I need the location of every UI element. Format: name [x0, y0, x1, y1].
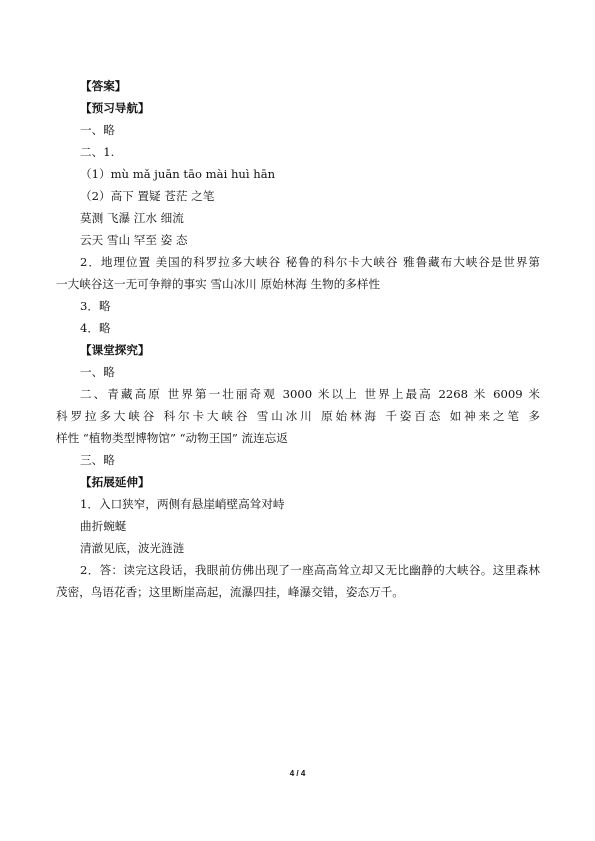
preview-words-line-1: （2）高下 置疑 苍茫 之笔: [80, 189, 215, 203]
extend-heading: 【拓展延伸】: [80, 475, 150, 489]
preview-item-2-2-line-2: 一大峡谷这一无可争辩的事实 雪山冰川 原始林海 生物的多样性: [56, 277, 381, 291]
preview-item-2-2-line-1: 2．地理位置 美国的科罗拉多大峡谷 秘鲁的科尔卡大峡谷 雅鲁藏布大峡谷是世界第: [80, 255, 540, 269]
extend-item-2-line-2: 茂密，鸟语花香；这里断崖高起，流瀑四挂，峰瀑交错，姿态万千。: [56, 585, 404, 599]
preview-heading: 【预习导航】: [80, 101, 150, 115]
preview-item-2: 二、1.: [80, 145, 115, 159]
extend-item-1-line-2: 曲折蜿蜒: [80, 519, 127, 533]
extend-item-2-line-1: 2．答：读完这段话，我眼前仿佛出现了一座高高耸立却又无比幽静的大峡谷。这里森林: [80, 563, 540, 577]
extend-item-1-line-3: 清澈见底，波光涟涟: [80, 541, 185, 555]
class-item-1: 一、略: [80, 365, 115, 379]
preview-item-1: 一、略: [80, 123, 115, 137]
class-item-3: 三、略: [80, 453, 115, 467]
class-heading: 【课堂探究】: [80, 343, 150, 357]
class-item-2-line-2: 科罗拉多大峡谷 科尔卡大峡谷 雪山冰川 原始林海 千姿百态 如神来之笔 多: [56, 409, 540, 423]
class-item-2-line-1: 二、青藏高原 世界第一壮丽奇观 3000 米以上 世界上最高 2268 米 6009 米: [80, 387, 540, 401]
page-number: 4 / 4: [289, 769, 306, 778]
preview-item-4: 4．略: [80, 321, 111, 335]
preview-pinyin-line: （1）mù mǎ juān tāo mài huì hān: [80, 167, 276, 181]
preview-words-line-3: 云天 雪山 罕至 姿 态: [80, 233, 188, 247]
preview-item-3: 3．略: [80, 299, 111, 313]
answer-heading: 【答案】: [80, 79, 127, 93]
class-item-2-line-3: 样性 “植物类型博物馆” “动物王国” 流连忘返: [56, 431, 288, 445]
preview-words-line-2: 莫测 飞瀑 江水 细流: [80, 211, 184, 225]
extend-item-1-line-1: 1．入口狭窄，两侧有悬崖峭壁高耸对峙: [80, 497, 285, 511]
